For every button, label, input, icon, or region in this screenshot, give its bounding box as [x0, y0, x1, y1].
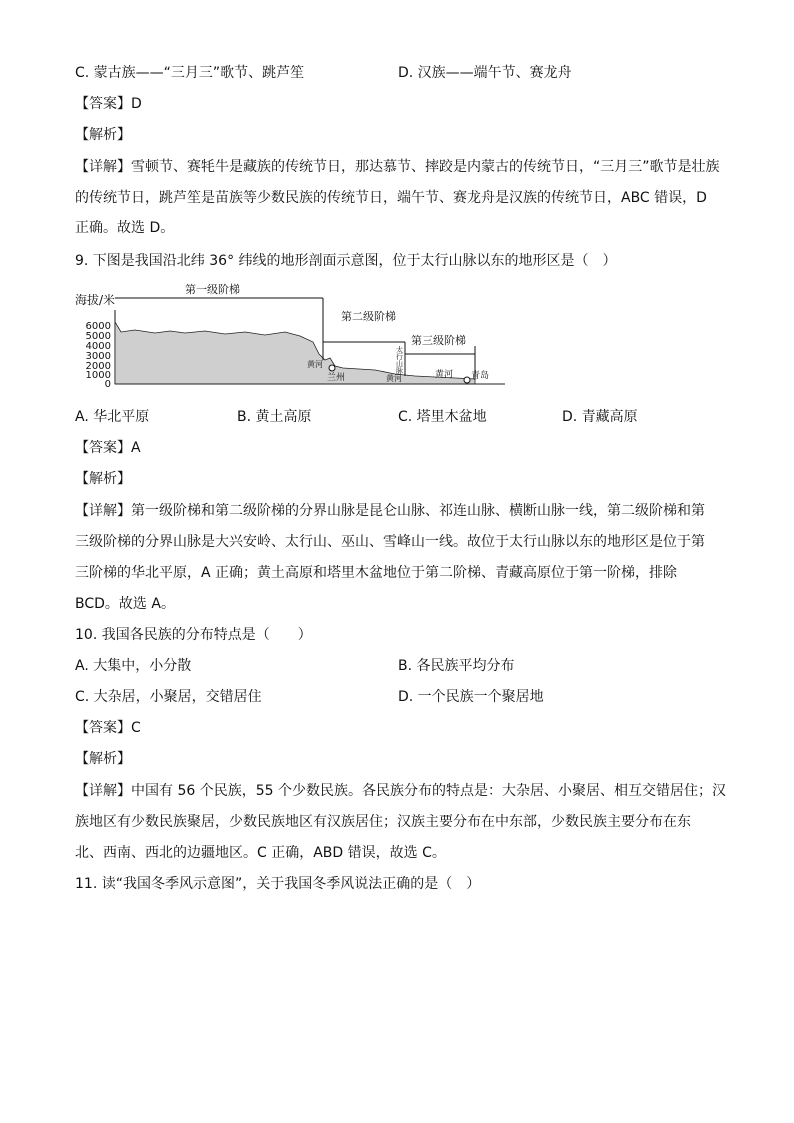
ytick-3000: 3000 — [85, 351, 111, 362]
terrain-area — [115, 322, 475, 384]
q10-answer: 【答案】C — [75, 720, 141, 736]
step1-label: 第一级阶梯 — [185, 283, 240, 296]
q8-analysis-label: 【解析】 — [75, 127, 131, 143]
taihang-char-4: 脉 — [396, 367, 403, 375]
q9-stem: 9. 下图是我国沿北纬 36° 纬线的地形剖面示意图，位于太行山脉以东的地形区是（ ） — [75, 253, 617, 269]
ytick-2000: 2000 — [85, 361, 111, 372]
q10-option-b: B. 各民族平均分布 — [398, 658, 515, 674]
q11-stem: 11. 读“我国冬季风示意图”，关于我国冬季风说法正确的是（ ） — [75, 876, 481, 892]
terrain-profile-figure — [75, 280, 515, 390]
q9-option-b: B. 黄土高原 — [237, 409, 312, 425]
q10-detail-line-2: 族地区有少数民族聚居，少数民族地区有汉族居住；汉族主要分布在中东部，少数民族主要分布在东 — [75, 814, 691, 830]
lanzhou-label: 兰州 — [327, 373, 346, 383]
huanghe-label-1: 黄河 — [307, 360, 323, 369]
q10-option-c: C. 大杂居，小聚居，交错居住 — [75, 689, 262, 705]
figure-ylabel: 海拔/米 — [75, 293, 116, 307]
q10-analysis-label: 【解析】 — [75, 751, 131, 767]
q9-detail-line-4: BCD。故选 A。 — [75, 596, 175, 612]
q9-option-c: C. 塔里木盆地 — [398, 409, 487, 425]
q8-detail-line-2: 的传统节日，跳芦笙是苗族等少数民族的传统节日，端午节、赛龙舟是汉族的传统节日，ABC 错误，D — [75, 190, 707, 206]
taihang-char-3: 山 — [396, 360, 403, 368]
q10-detail-line-1: 【详解】中国有 56 个民族，55 个少数民族。各民族分布的特点是：大杂居、小聚居、相互交错居住；汉 — [75, 783, 726, 799]
q9-detail-line-2: 三级阶梯的分界山脉是大兴安岭、太行山、巫山、雪峰山一线。故位于太行山脉以东的地形区是位于第 — [75, 534, 705, 550]
qingdao-marker — [464, 377, 470, 383]
qingdao-label: 青岛 — [471, 371, 490, 381]
q8-detail-line-1: 【详解】雪顿节、赛牦牛是藏族的传统节日，那达慕节、摔跤是内蒙古的传统节日，“三月三”歌节是壮族 — [75, 159, 720, 175]
q9-option-a: A. 华北平原 — [75, 409, 150, 425]
ytick-0: 0 — [104, 379, 111, 390]
q8-detail-line-3: 正确。故选 D。 — [75, 220, 175, 236]
y-ticks — [86, 321, 111, 390]
q8-option-d: D. 汉族——端午节、赛龙舟 — [398, 65, 572, 81]
taihang-label — [396, 345, 403, 375]
q10-stem: 10. 我国各民族的分布特点是（ ） — [75, 627, 312, 643]
step2-label: 第二级阶梯 — [341, 310, 396, 323]
q8-answer: 【答案】D — [75, 96, 142, 112]
q9-detail-line-3: 三阶梯的华北平原，A 正确；黄土高原和塔里木盆地位于第二阶梯、青藏高原位于第一阶梯，排除 — [75, 565, 678, 581]
huanghe-label-3: 黄河 — [435, 370, 454, 380]
q10-option-d: D. 一个民族一个聚居地 — [398, 689, 544, 705]
step3-label: 第三级阶梯 — [411, 334, 466, 347]
ytick-5000: 5000 — [85, 331, 111, 342]
taihang-char-1: 太 — [396, 346, 403, 354]
ytick-4000: 4000 — [85, 341, 111, 352]
taihang-char-2: 行 — [396, 353, 403, 361]
q10-detail-line-3: 北、西南、西北的边疆地区。C 正确，ABD 错误，故选 C。 — [75, 845, 446, 861]
ytick-6000: 6000 — [85, 321, 111, 332]
q9-analysis-label: 【解析】 — [75, 471, 131, 487]
lanzhou-marker — [329, 365, 335, 371]
huanghe-label-2: 黄河 — [386, 374, 402, 383]
q10-option-a: A. 大集中，小分散 — [75, 658, 192, 674]
ytick-1000: 1000 — [85, 370, 111, 381]
q9-answer: 【答案】A — [75, 440, 141, 456]
q9-detail-line-1: 【详解】第一级阶梯和第二级阶梯的分界山脉是昆仑山脉、祁连山脉、横断山脉一线，第二级阶梯和第 — [75, 503, 705, 519]
q8-option-c: C. 蒙古族——“三月三”歌节、跳芦笙 — [75, 65, 305, 81]
q9-option-d: D. 青藏高原 — [562, 409, 638, 425]
